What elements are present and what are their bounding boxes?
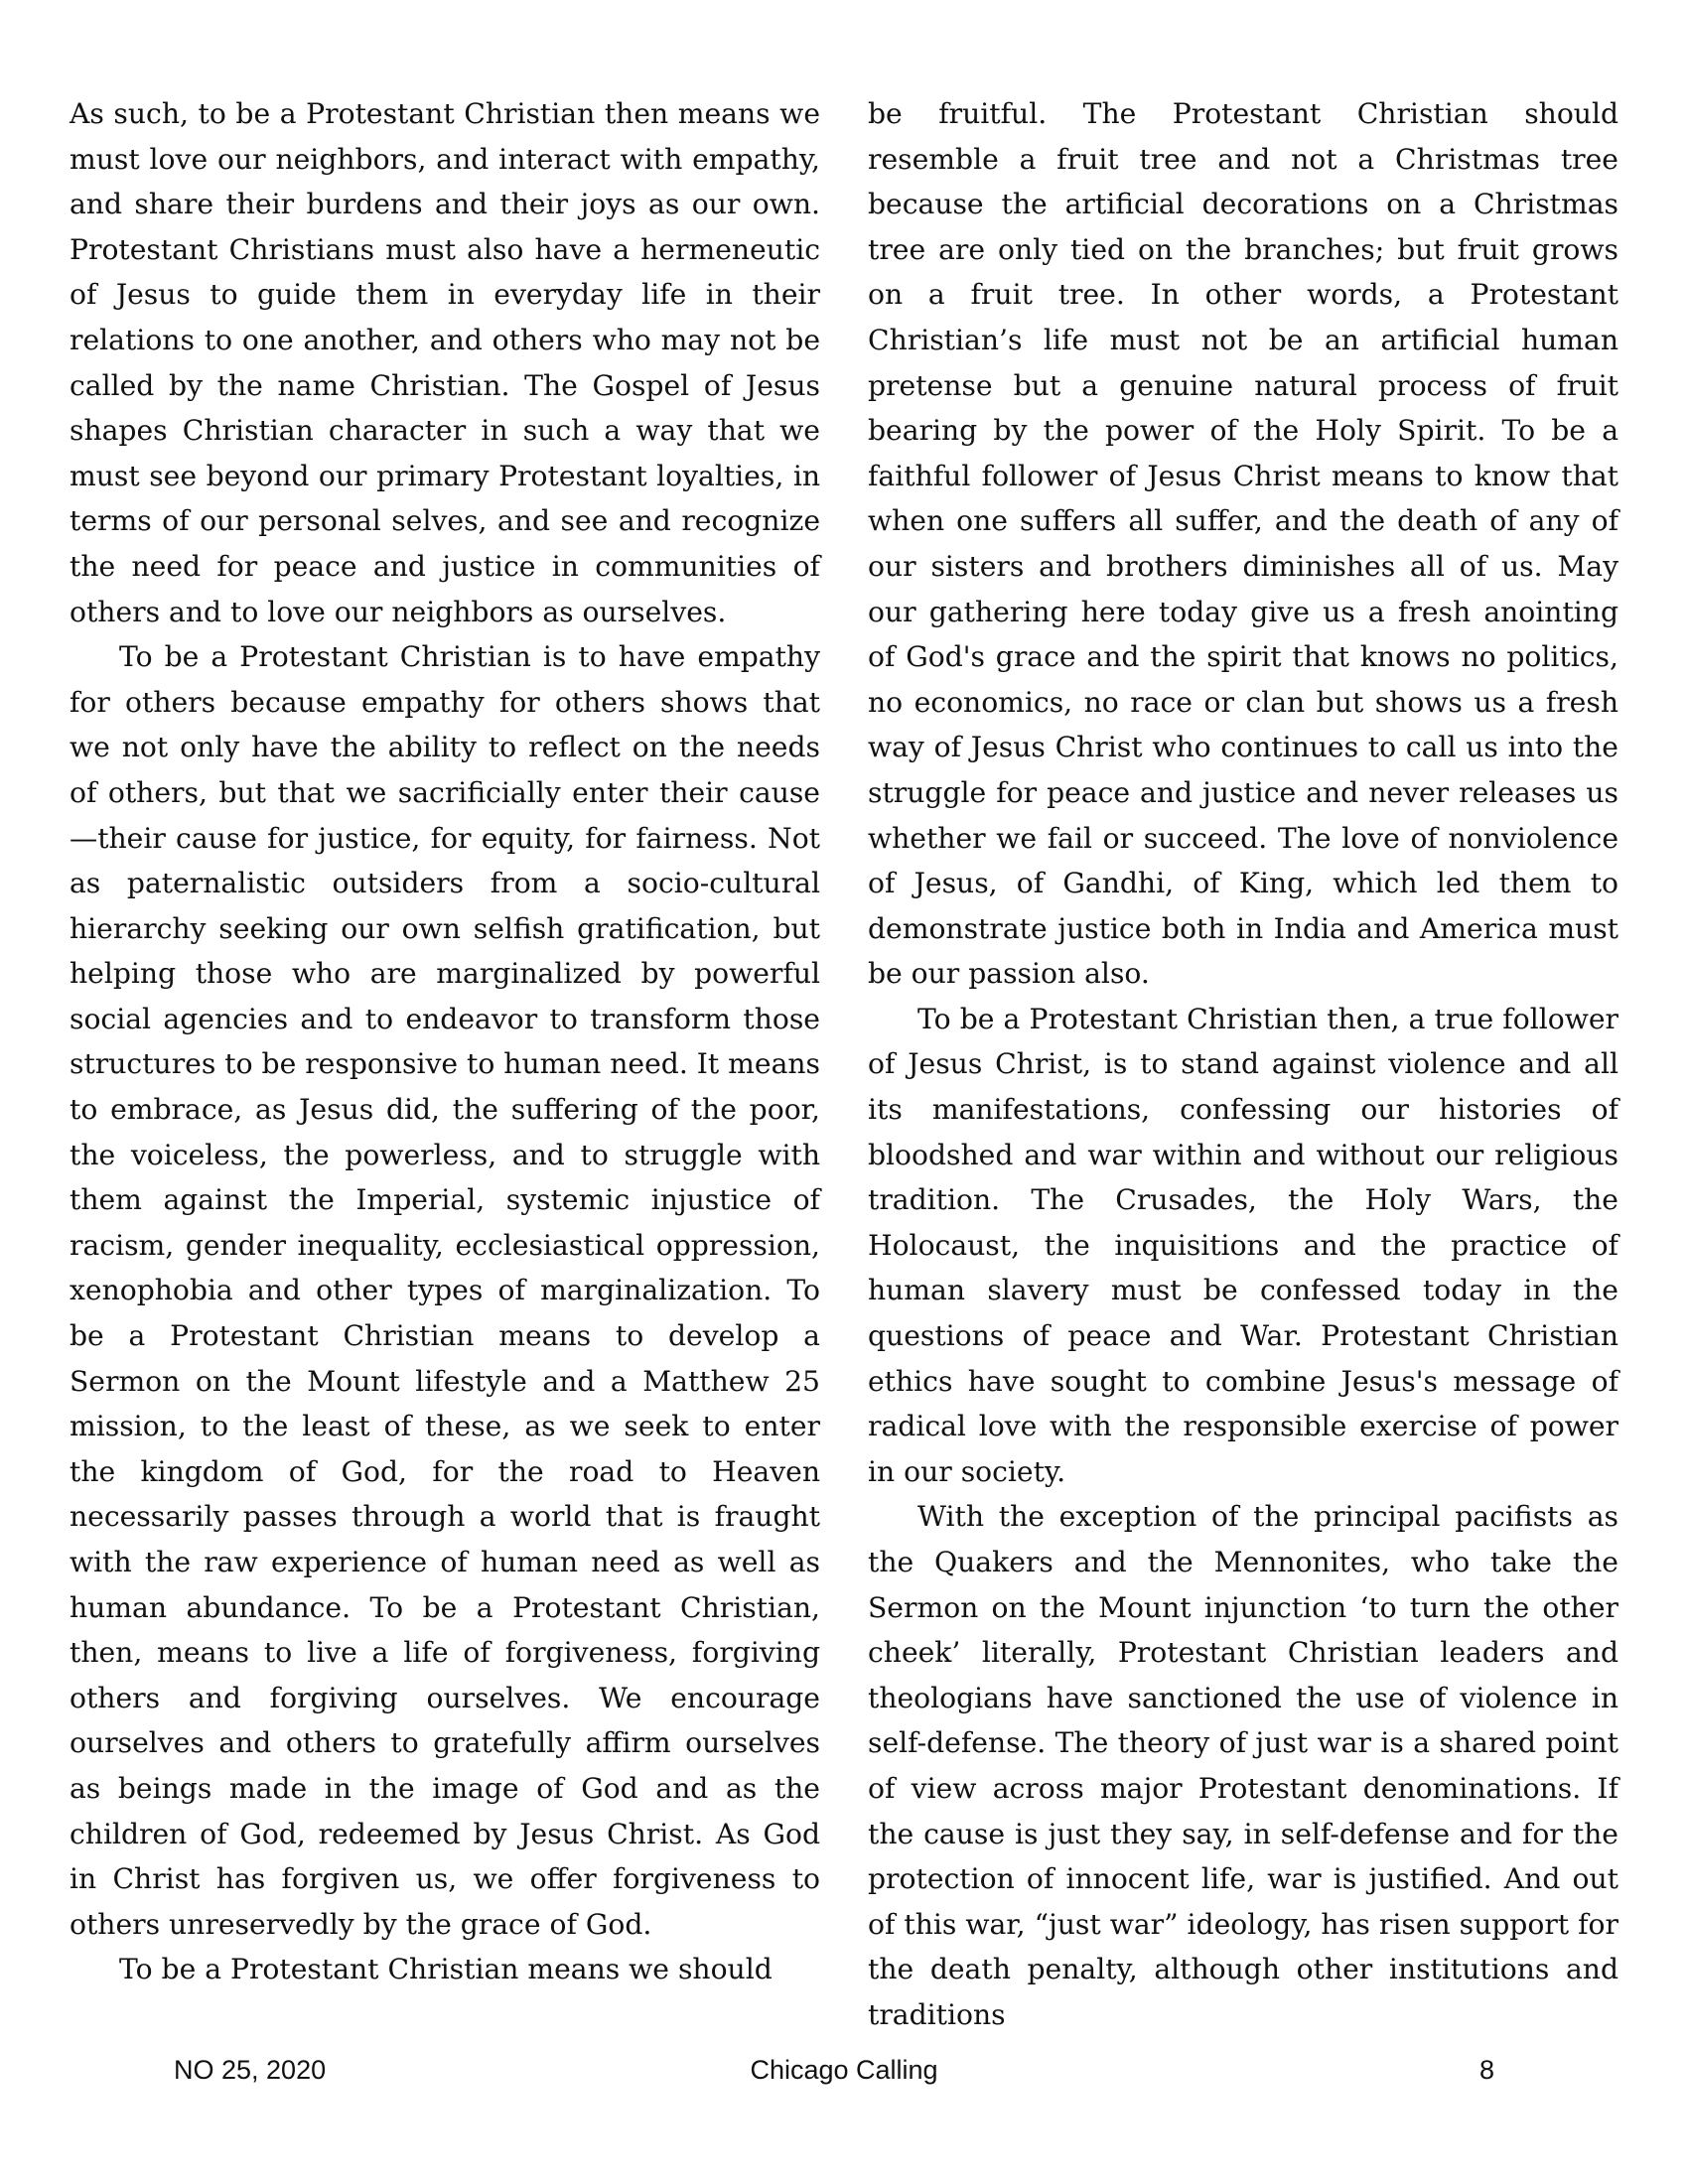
page-footer — [0, 2055, 1688, 2095]
footer-date: NO 25, 2020 — [174, 2055, 327, 2085]
paragraph-left-3: To be a Protestant Christian means we should — [119, 1953, 773, 1986]
paragraph-left-2: To be a Protestant Christian is to have empathy for others because empathy for others shows that we not only have the ability to reflect on the needs of others, but that we sacrificially enter their cause—their cause for justice, for equity, for fairness. Not as paternalistic outsiders from a socio-cultural hierarchy seeking our own selfish gratification, but helping those who are marginalized by powerful social agencies and to endeavor to transform those structures to be responsive to human need. It means to embrace, as Jesus did, the suffering of the poor, the voiceless, the powerless, and to struggle with them against the Imperial, systemic injustice of racism, gender inequality, ecclesiastical oppression, xenophobia and other types of marginalization. To be a Protestant Christian means to develop a Sermon on the Mount lifestyle and a Matthew 25 mission, to the least of these, as we seek to enter the kingdom of God, for the road to Heaven necessarily passes through a world that is fraught with the raw experience of human need as well as human abundance. To be a Protestant Christian, then, means to live a life of forgiveness, forgiving others and forgiving ourselves. We encourage ourselves and others to gratefully affirm ourselves as beings made in the image of God and as the children of God, redeemed by Jesus Christ. As God in Christ has forgiven us, we offer forgiveness to others unreservedly by the grace of God. — [70, 640, 820, 1941]
paragraph-left-1: As such, to be a Protestant Christian then means we must love our neighbors, and interact with empathy, and share their burdens and their joys as our own. Protestant Christians must also have a hermeneutic of Jesus to guide them in everyday life in their relations to one another, and others who may not be called by the name Christian. The Gospel of Jesus shapes Christian character in such a way that we must see beyond our primary Protestant loyalties, in terms of our personal selves, and see and recognize the need for peace and justice in communities of others and to love our neighbors as ourselves. — [70, 97, 820, 628]
paragraph-right-3: With the exception of the principal pacifists as the Quakers and the Mennonites, who take the Sermon on the Mount injunction ‘to turn the other cheek’ literally, Protestant Christian leaders and theologians have sanctioned the use of violence in self-defense. The theory of just war is a shared point of view across major Protestant denominations. If the cause is just they say, in self-defense and for the protection of innocent life, war is justified. And out of this war, “just war” ideology, has risen support for the death penalty, although other institutions and traditions — [868, 1500, 1618, 2031]
left-column — [70, 91, 820, 1992]
footer-publication-title: Chicago Calling — [750, 2055, 938, 2085]
footer-page-number: 8 — [1479, 2055, 1495, 2085]
right-column — [868, 91, 1618, 2038]
paragraph-right-1: be fruitful. The Protestant Christian should resemble a fruit tree and not a Christmas tree because the artificial decorations on a Christmas tree are only tied on the branches; but fruit grows on a fruit tree. In other words, a Protestant Christian’s life must not be an artificial human pretense but a genuine natural process of fruit bearing by the power of the Holy Spirit. To be a faithful follower of Jesus Christ means to know that when one suffers all suffer, and the death of any of our sisters and brothers diminishes all of us. May our gathering here today give us a fresh anointing of God's grace and the spirit that knows no politics, no economics, no race or clan but shows us a fresh way of Jesus Christ who continues to call us into the struggle for peace and justice and never releases us whether we fail or succeed. The love of nonviolence of Jesus, of Gandhi, of King, which led them to demonstrate justice both in India and America must be our passion also. — [868, 97, 1618, 991]
paragraph-right-2: To be a Protestant Christian then, a true follower of Jesus Christ, is to stand against violence and all its manifestations, confessing our histories of bloodshed and war within and without our religious tradition. The Crusades, the Holy Wars, the Holocaust, the inquisitions and the practice of human slavery must be confessed today in the questions of peace and War. Protestant Christian ethics have sought to combine Jesus's message of radical love with the responsible exercise of power in our society. — [868, 1002, 1618, 1488]
